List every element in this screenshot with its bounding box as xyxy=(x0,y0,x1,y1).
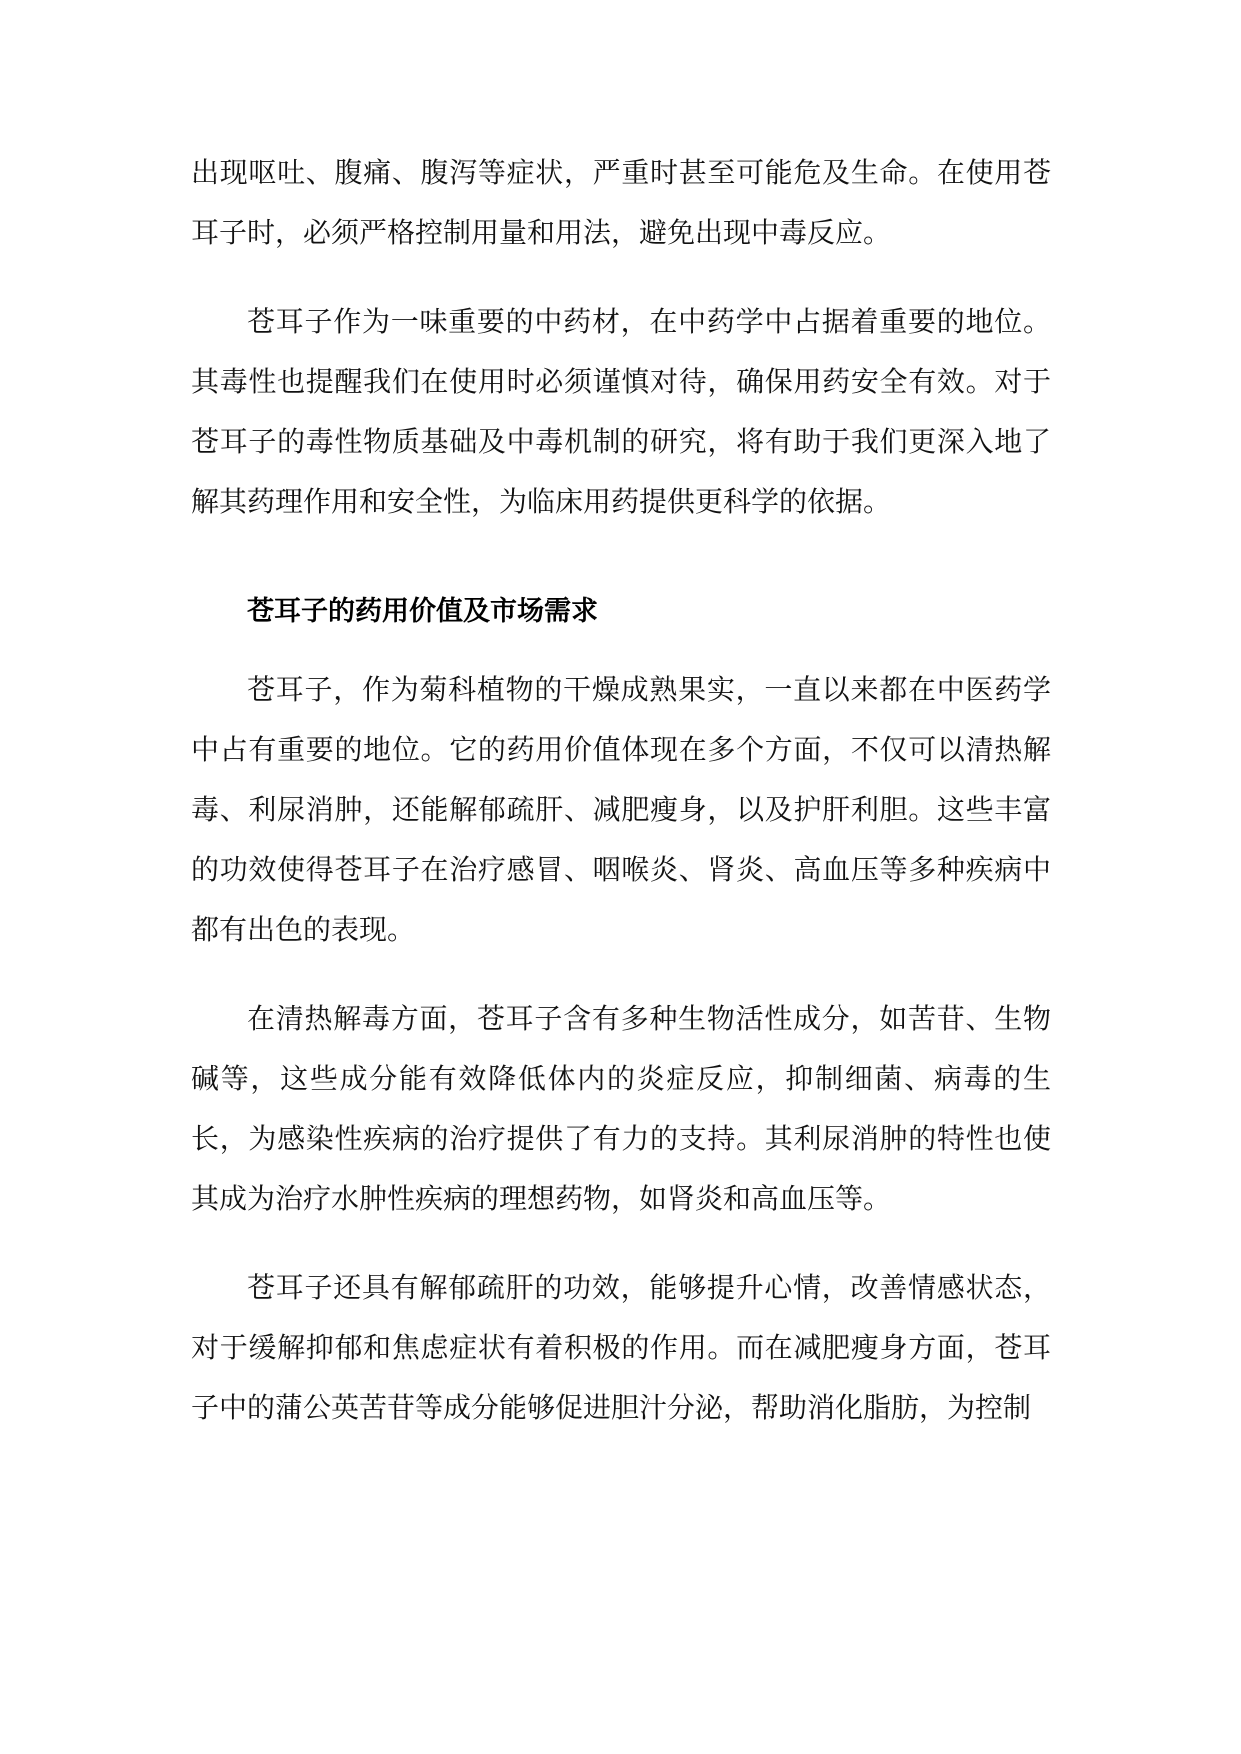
body-paragraph-1: 出现呕吐、腹痛、腹泻等症状，严重时甚至可能危及生命。在使用苍耳子时，必须严格控制用量和用法，避免出现中毒反应。 xyxy=(191,156,1051,249)
body-paragraph-2: 苍耳子作为一味重要的中药材，在中药学中占据着重要的地位。其毒性也提醒我们在使用时必须谨慎对待，确保用药安全有效。对于苍耳子的毒性物质基础及中毒机制的研究，将有助于我们更深入地了解其药理作用和安全性，为临床用药提供更科学的依据。 xyxy=(191,305,1051,518)
section-heading: 苍耳子的药用价值及市场需求 xyxy=(247,596,598,627)
document-body xyxy=(191,143,1051,1438)
section-paragraph-1: 苍耳子，作为菊科植物的干燥成熟果实，一直以来都在中医药学中占有重要的地位。它的药用价值体现在多个方面，不仅可以清热解毒、利尿消肿，还能解郁疏肝、减肥瘦身，以及护肝利胆。这些丰富的功效使得苍耳子在治疗感冒、咽喉炎、肾炎、高血压等多种疾病中都有出色的表现。 xyxy=(191,673,1051,946)
section-paragraph-2: 在清热解毒方面，苍耳子含有多种生物活性成分，如苦苷、生物碱等，这些成分能有效降低体内的炎症反应，抑制细菌、病毒的生长，为感染性疾病的治疗提供了有力的支持。其利尿消肿的特性也使其成为治疗水肿性疾病的理想药物，如肾炎和高血压等。 xyxy=(191,1002,1051,1215)
section-paragraph-3: 苍耳子还具有解郁疏肝的功效，能够提升心情，改善情感状态，对于缓解抑郁和焦虑症状有着积极的作用。而在减肥瘦身方面，苍耳子中的蒲公英苦苷等成分能够促进胆汁分泌，帮助消化脂肪，为控制 xyxy=(191,1271,1051,1424)
